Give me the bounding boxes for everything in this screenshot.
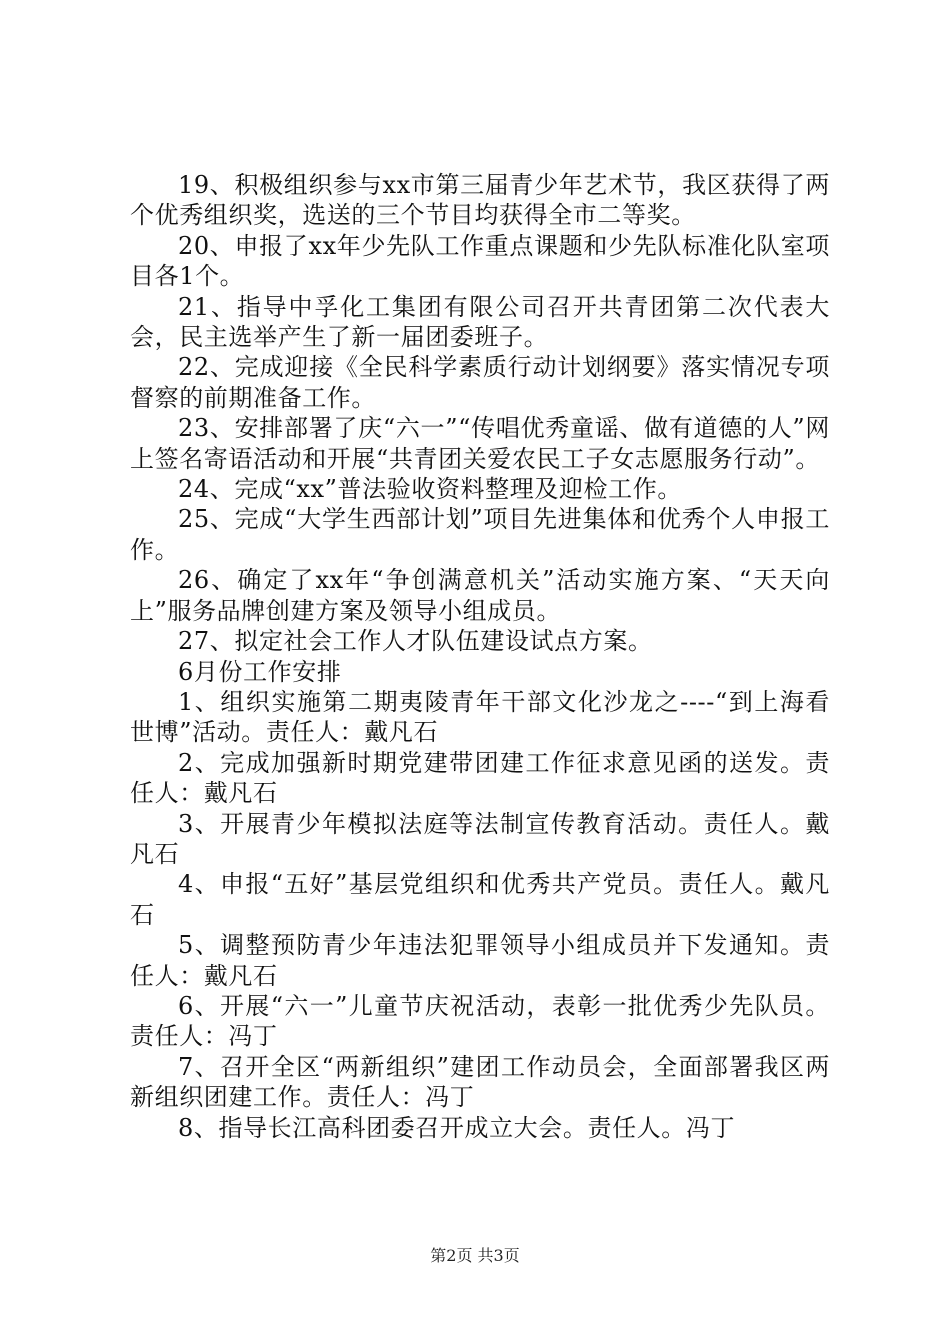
paragraph-item-21: 21、指导中孚化工集团有限公司召开共青团第二次代表大会，民主选举产生了新一届团委班子。 bbox=[130, 292, 830, 352]
paragraph-item-23: 23、安排部署了庆“六一”“传唱优秀童谣、做有道德的人”网上签名寄语活动和开展“共青团关爱农民工子女志愿服务行动”。 bbox=[130, 414, 830, 473]
page-number-label: 第2页 共3页 bbox=[430, 1246, 520, 1265]
plan-item-7: 7、召开全区“两新组织”建团工作动员会，全面部署我区两新组织团建工作。责任人：冯丁 bbox=[130, 1052, 830, 1112]
paragraph-item-22: 22、完成迎接《全民科学素质行动计划纲要》落实情况专项督察的前期准备工作。 bbox=[130, 353, 830, 412]
section-heading-june-plan: 6月份工作安排 bbox=[178, 657, 342, 686]
plan-item-8: 8、指导长江高科团委召开成立大会。责任人。冯丁 bbox=[178, 1113, 736, 1142]
paragraph-item-27: 27、拟定社会工作人才队伍建设试点方案。 bbox=[178, 627, 653, 656]
document-body bbox=[130, 170, 830, 1143]
paragraph-item-24: 24、完成“xx”普法验收资料整理及迎检工作。 bbox=[178, 475, 682, 504]
page-footer bbox=[0, 1246, 950, 1266]
paragraph-item-19: 19、积极组织参与xx市第三届青少年艺术节，我区获得了两个优秀组织奖，选送的三个节目均获得全市二等奖。 bbox=[130, 171, 830, 230]
plan-item-6: 6、开展“六一”儿童节庆祝活动，表彰一批优秀少先队员。责任人：冯丁 bbox=[130, 991, 830, 1051]
plan-item-2: 2、完成加强新时期党建带团建工作征求意见函的送发。责任人：戴凡石 bbox=[130, 748, 830, 808]
plan-item-1: 1、组织实施第二期夷陵青年干部文化沙龙之----“到上海看世博”活动。责任人：戴凡石 bbox=[130, 687, 830, 747]
plan-item-4: 4、申报“五好”基层党组织和优秀共产党员。责任人。戴凡石 bbox=[130, 870, 830, 929]
plan-item-3: 3、开展青少年模拟法庭等法制宣传教育活动。责任人。戴凡石 bbox=[130, 809, 830, 868]
paragraph-item-20: 20、申报了xx年少先队工作重点课题和少先队标准化队室项目各1个。 bbox=[130, 231, 830, 291]
paragraph-item-26: 26、确定了xx年“争创满意机关”活动实施方案、“天天向上”服务品牌创建方案及领导小组成员。 bbox=[130, 566, 830, 625]
plan-item-5: 5、调整预防青少年违法犯罪领导小组成员并下发通知。责任人：戴凡石 bbox=[130, 931, 830, 990]
paragraph-item-25: 25、完成“大学生西部计划”项目先进集体和优秀个人申报工作。 bbox=[130, 505, 830, 564]
